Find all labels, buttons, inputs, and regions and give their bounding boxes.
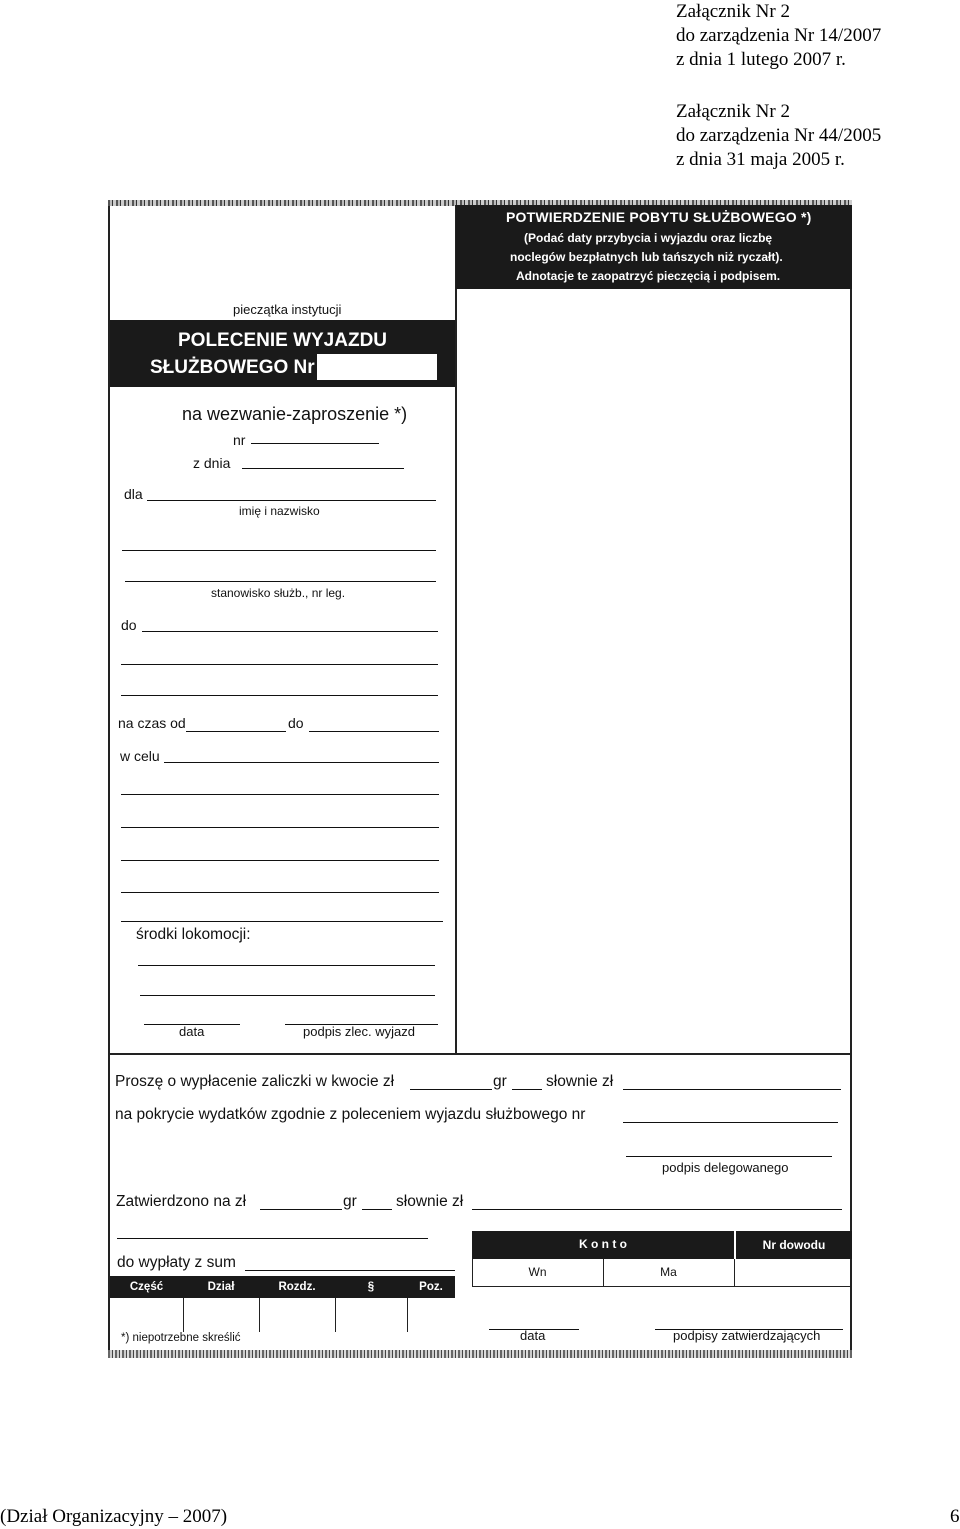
footnote: *) niepotrzebne skreślić xyxy=(121,1332,241,1344)
approved-label: Zatwierdzono na zł xyxy=(116,1193,247,1210)
destination-field-2[interactable] xyxy=(121,664,438,665)
to-label: do xyxy=(288,715,304,731)
payout-field[interactable] xyxy=(245,1270,455,1271)
budget-cell-divider xyxy=(259,1298,260,1332)
z-dnia-label: z dnia xyxy=(193,455,231,471)
column-divider xyxy=(455,205,457,1055)
confirmation-box xyxy=(456,205,852,289)
approved-words-label: słownie zł xyxy=(396,1193,464,1210)
order-title-line2: SŁUŻBOWEGO Nr xyxy=(150,357,315,378)
confirmation-line: noclegów bezpłatnych lub tańszych niż ryczałt). xyxy=(510,250,783,264)
order-signature-caption: podpis zlec. wyjazd xyxy=(303,1024,415,1039)
purpose-field-3[interactable] xyxy=(121,827,439,828)
header-dzial: Dział xyxy=(207,1281,235,1293)
account-cell-divider xyxy=(734,1259,735,1287)
destination-field-1[interactable] xyxy=(142,631,438,632)
from-date-field[interactable] xyxy=(186,731,286,732)
nr-field[interactable] xyxy=(251,443,379,444)
purpose-field-2[interactable] xyxy=(121,794,439,795)
order-number-field[interactable] xyxy=(317,354,437,380)
approval-extra-field[interactable] xyxy=(117,1238,428,1239)
position-field-2[interactable] xyxy=(125,581,436,582)
confirmation-title: POTWIERDZENIE POBYTU SŁUŻBOWEGO *) xyxy=(506,209,812,225)
from-label: na czas od xyxy=(118,715,186,731)
confirmation-line: (Podać daty przybycia i wyjazdu oraz liczbę xyxy=(524,231,773,245)
purpose-field-4[interactable] xyxy=(121,860,439,861)
header-line: z dnia 1 lutego 2007 r. xyxy=(676,49,846,70)
budget-cell-divider xyxy=(183,1298,184,1332)
position-field-1[interactable] xyxy=(122,550,436,551)
advance-request-label: Proszę o wypłacenie zaliczki w kwocie zł xyxy=(115,1073,395,1090)
header-rozdz: Rozdz. xyxy=(278,1281,316,1293)
order-date-caption: data xyxy=(179,1024,205,1039)
advance-words-label: słownie zł xyxy=(546,1073,614,1090)
dla-label: dla xyxy=(124,486,143,502)
footer-department: (Dział Organizacyjny – 2007) xyxy=(0,1506,228,1527)
header-czesc: Część xyxy=(129,1281,164,1293)
delegate-signature-caption: podpis delegowanego xyxy=(662,1160,789,1175)
order-title-box xyxy=(110,320,455,387)
scan-edge-bottom xyxy=(108,1350,852,1358)
header-line: Załącznik Nr 2 xyxy=(676,101,790,122)
section-divider xyxy=(108,1053,852,1055)
purpose-field-1[interactable] xyxy=(164,762,439,763)
header-nr-dowodu: Nr dowodu xyxy=(762,1238,826,1252)
purpose-field-5[interactable] xyxy=(121,892,439,893)
budget-table xyxy=(110,1276,455,1332)
transport-field-2[interactable] xyxy=(140,995,435,996)
budget-cell-divider xyxy=(335,1298,336,1332)
transport-field-1[interactable] xyxy=(138,965,435,966)
header-paragraph: § xyxy=(367,1281,375,1293)
transport-label: środki lokomocji: xyxy=(136,926,251,943)
name-caption: imię i nazwisko xyxy=(239,504,320,518)
z-dnia-field[interactable] xyxy=(242,468,404,469)
header-konto: K o n t o xyxy=(579,1237,627,1251)
advance-purpose-label: na pokrycie wydatków zgodnie z poleceniem wyjazdu służbowego nr xyxy=(115,1106,586,1123)
order-reference-field[interactable] xyxy=(623,1122,838,1123)
account-ma: Ma xyxy=(660,1265,677,1279)
approved-gr-label: gr xyxy=(343,1193,357,1210)
advance-amount-field[interactable] xyxy=(410,1089,492,1090)
approvers-signature-caption: podpisy zatwierdzających xyxy=(673,1328,821,1343)
confirmation-line: Adnotacje te zaopatrzyć pieczęcią i podpisem. xyxy=(516,269,781,283)
account-wn: Wn xyxy=(528,1265,547,1279)
attachment-header-2 xyxy=(676,100,881,172)
approved-amount-field[interactable] xyxy=(260,1209,342,1210)
header-line: z dnia 31 maja 2005 r. xyxy=(676,149,845,170)
payout-label: do wypłaty z sum xyxy=(117,1254,236,1271)
approved-words-field[interactable] xyxy=(472,1209,842,1210)
budget-cell-divider xyxy=(407,1298,408,1332)
do-label: do xyxy=(121,617,137,633)
attachment-header-1 xyxy=(676,0,881,72)
header-line: do zarządzenia Nr 14/2007 xyxy=(676,25,882,46)
approval-date-caption: data xyxy=(520,1328,546,1343)
advance-gr-label: gr xyxy=(493,1073,507,1090)
page-number: 6 xyxy=(950,1506,960,1527)
position-caption: stanowisko służb., nr leg. xyxy=(211,586,346,600)
nr-label: nr xyxy=(233,432,246,448)
advance-words-field[interactable] xyxy=(623,1089,841,1090)
delegate-signature-field[interactable] xyxy=(626,1156,832,1157)
header-line: do zarządzenia Nr 44/2005 xyxy=(676,125,882,146)
purpose-label: w celu xyxy=(120,748,160,764)
purpose-field-6[interactable] xyxy=(121,921,443,922)
destination-field-3[interactable] xyxy=(121,695,438,696)
header-poz: Poz. xyxy=(419,1281,443,1293)
summons-label: na wezwanie-zaproszenie *) xyxy=(182,404,408,424)
stamp-label: pieczątka instytucji xyxy=(233,302,342,317)
order-title-line1: POLECENIE WYJAZDU xyxy=(178,330,388,351)
approved-gr-field[interactable] xyxy=(362,1209,392,1210)
header-line: Załącznik Nr 2 xyxy=(676,1,790,22)
to-date-field[interactable] xyxy=(309,731,439,732)
advance-gr-field[interactable] xyxy=(512,1089,542,1090)
name-field[interactable] xyxy=(147,500,436,501)
account-table xyxy=(472,1231,852,1287)
